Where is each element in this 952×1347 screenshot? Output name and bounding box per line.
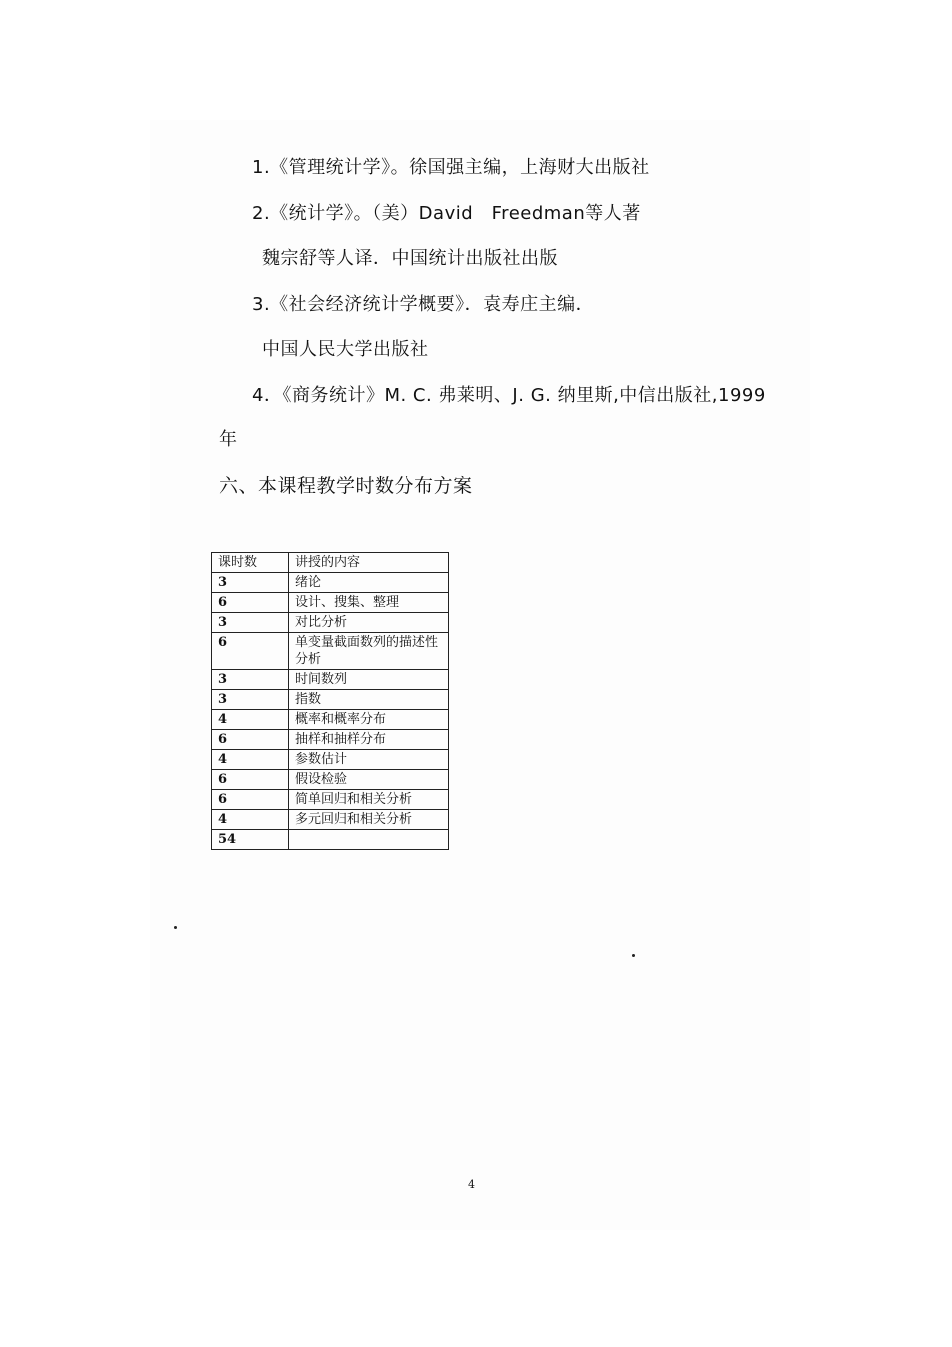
table-row (212, 633, 449, 670)
table-row (212, 690, 449, 710)
table-row (212, 730, 449, 750)
hours-distribution-table (211, 552, 449, 850)
row-content: 抽样和抽样分布 (289, 730, 449, 750)
row-content: 简单回归和相关分析 (289, 790, 449, 810)
row-hours: 3 (212, 613, 289, 633)
header-hours: 课时数 (212, 553, 289, 573)
reference-2: 2.《统计学》。（美）David Freedman等人著 (252, 203, 641, 224)
row-hours: 6 (212, 770, 289, 790)
reference-3-continued: 中国人民大学出版社 (262, 339, 429, 360)
table-row (212, 613, 449, 633)
row-hours: 3 (212, 670, 289, 690)
row-content: 指数 (289, 690, 449, 710)
reference-3: 3.《社会经济统计学概要》．袁寿庄主编． (252, 294, 595, 315)
row-hours: 6 (212, 593, 289, 613)
page-number: 4 (468, 1178, 475, 1191)
table-row (212, 770, 449, 790)
row-content: 设计、搜集、整理 (289, 593, 449, 613)
table-header-row (212, 553, 449, 573)
row-hours: 4 (212, 750, 289, 770)
table-row (212, 710, 449, 730)
table-row (212, 573, 449, 593)
row-content: 单变量截面数列的描述性分析 (289, 633, 449, 670)
table-row (212, 593, 449, 613)
row-hours: 4 (212, 710, 289, 730)
reference-4-continued: 年 (219, 429, 238, 450)
row-content: 绪论 (289, 573, 449, 593)
row-hours: 4 (212, 810, 289, 830)
row-content: 多元回归和相关分析 (289, 810, 449, 830)
table-row (212, 670, 449, 690)
table-row (212, 750, 449, 770)
table-row (212, 810, 449, 830)
row-hours: 6 (212, 790, 289, 810)
reference-1: 1.《管理统计学》。徐国强主编，上海财大出版社 (252, 157, 650, 178)
row-content: 对比分析 (289, 613, 449, 633)
row-hours: 3 (212, 690, 289, 710)
row-content: 时间数列 (289, 670, 449, 690)
row-hours: 6 (212, 730, 289, 750)
row-content (289, 830, 449, 850)
row-hours: 54 (212, 830, 289, 850)
table-row (212, 830, 449, 850)
scan-speck (632, 954, 635, 957)
row-content: 参数估计 (289, 750, 449, 770)
table-row (212, 790, 449, 810)
header-content: 讲授的内容 (289, 553, 449, 573)
scan-speck (174, 926, 177, 929)
row-content: 概率和概率分布 (289, 710, 449, 730)
section-heading: 六、本课程教学时数分布方案 (219, 475, 473, 497)
row-hours: 3 (212, 573, 289, 593)
reference-4: 4．《商务统计》M. C. 弗莱明、J. G. 纳里斯,中信出版社,1999 (252, 385, 766, 406)
row-content: 假设检验 (289, 770, 449, 790)
reference-2-continued: 魏宗舒等人译．中国统计出版社出版 (262, 248, 558, 269)
row-hours: 6 (212, 633, 289, 670)
